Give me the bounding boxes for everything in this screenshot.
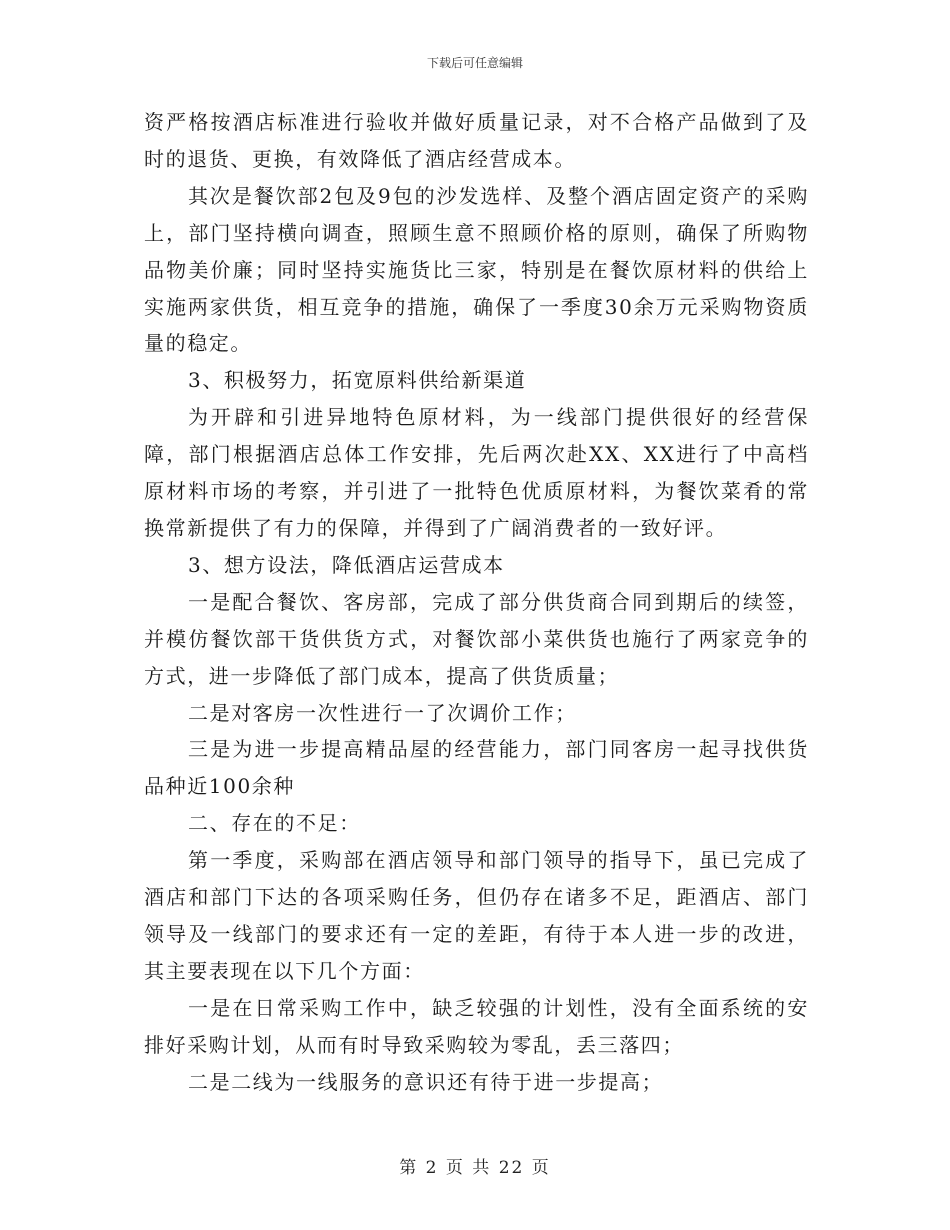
section-heading: 3、积极努力，拓宽原料供给新渠道 <box>188 368 527 393</box>
paragraph: 一是配合餐饮、客房部，完成了部分供货商合同到期后的续签，并模仿餐饮部干货供货方式，对餐饮部小菜供货也施行了两家竞争的方式，进一步降低了部门成本，提高了供货质量； <box>144 589 809 688</box>
document-body <box>144 104 809 1100</box>
paragraph: 二是对客房一次性进行一了次调价工作； <box>188 700 577 725</box>
paragraph: 一是在日常采购工作中，缺乏较强的计划性，没有全面系统的安排好采购计划，从而有时导致采购较为零乱，丢三落四； <box>144 995 809 1057</box>
paragraph: 为开辟和引进异地特色原材料，为一线部门提供很好的经营保障，部门根据酒店总体工作安排，先后两次赴XX、XX进行了中高档原材料市场的考察，并引进了一批特色优质原材料，为餐饮菜肴的常换常新提供了有力的保障，并得到了广阔消费者的一致好评。 <box>144 405 809 540</box>
page-header-note: 下载后可任意编辑 <box>426 56 523 70</box>
paragraph: 第一季度，采购部在酒店领导和部门领导的指导下，虽已完成了酒店和部门下达的各项采购任务，但仍存在诸多不足，距酒店、部门领导及一线部门的要求还有一定的差距，有待于本人进一步的改进，其主要表现在以下几个方面： <box>144 848 809 983</box>
section-heading: 3、想方设法，降低酒店运营成本 <box>188 552 505 577</box>
paragraph: 三是为进一步提高精品屋的经营能力，部门同客房一起寻找供货品种近100余种 <box>144 737 809 799</box>
section-heading: 二、存在的不足： <box>188 811 361 836</box>
paragraph: 其次是餐饮部2包及9包的沙发选样、及整个酒店固定资产的采购上，部门坚持横向调查，照顾生意不照顾价格的原则，确保了所购物品物美价廉；同时坚持实施货比三家，特别是在餐饮原材料的供给上实施两家供货，相互竞争的措施，确保了一季度30余万元采购物资质量的稳定。 <box>144 183 809 356</box>
paragraph: 资严格按酒店标准进行验收并做好质量记录，对不合格产品做到了及时的退货、更换，有效降低了酒店经营成本。 <box>144 110 809 171</box>
page-number: 第 2 页 共 22 页 <box>399 1158 551 1178</box>
paragraph: 二是二线为一线服务的意识还有待于进一步提高； <box>188 1069 664 1094</box>
